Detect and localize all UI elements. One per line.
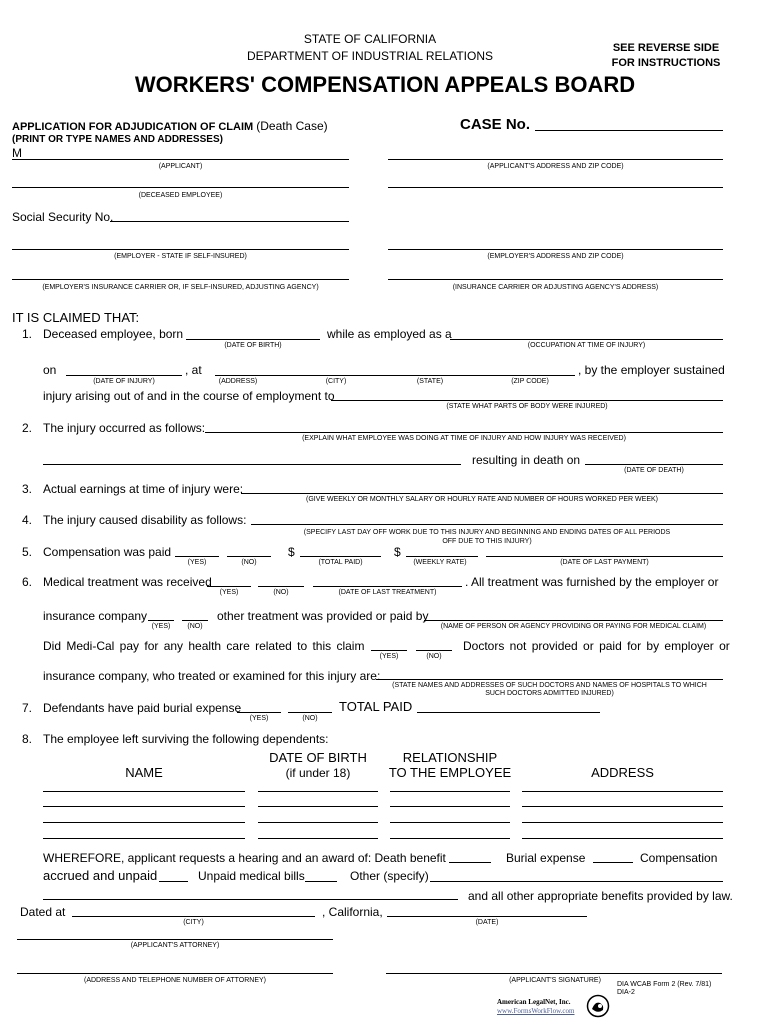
claim-3-text: Actual earnings at time of injury were:: [43, 482, 244, 496]
employer-caption: (EMPLOYER - STATE IF SELF-INSURED): [114, 253, 247, 260]
dependent-1-address[interactable]: [522, 791, 723, 792]
date-of-death-caption: (DATE OF DEATH): [624, 467, 684, 474]
claim-1-on: on: [43, 363, 57, 377]
body-parts-caption: (STATE WHAT PARTS OF BODY WERE INJURED): [446, 403, 608, 410]
attorney-caption: (APPLICANT'S ATTORNEY): [130, 942, 220, 949]
treatment-no-caption: (NO): [273, 589, 289, 596]
medical-no-caption: (NO): [426, 653, 442, 660]
burial-no-field[interactable]: [288, 712, 332, 713]
applicant-caption: (APPLICANT): [158, 163, 203, 170]
last-payment-field[interactable]: [486, 556, 723, 557]
burial-expense-label: Burial expense: [506, 851, 586, 865]
print-note: (PRINT OR TYPE NAMES AND ADDRESSES): [12, 134, 223, 145]
case-no-field[interactable]: [535, 130, 723, 131]
attorney-address-field[interactable]: [17, 973, 333, 974]
dated-at-label: Dated at: [20, 905, 66, 919]
dependents-address-header: ADDRESS: [591, 765, 654, 780]
claim-4-number: 4.: [22, 513, 33, 527]
dependent-3-name[interactable]: [43, 822, 245, 823]
claim-1-sustained: , by the employer sustained: [578, 363, 725, 377]
state-caption: (STATE): [416, 378, 444, 385]
case-no-label: CASE No.: [460, 116, 531, 133]
claim-6-insurance: insurance company: [43, 609, 148, 623]
paid-by-field[interactable]: [424, 620, 723, 621]
address-caption: (ADDRESS): [218, 378, 258, 385]
all-other-benefits: and all other appropriate benefits provided by law.: [468, 889, 733, 903]
death-case-label: (Death Case): [256, 119, 328, 133]
insurance-no-caption: (NO): [187, 623, 203, 630]
weekly-rate-caption: (WEEKLY RATE): [413, 559, 467, 566]
attorney-address-caption: (ADDRESS AND TELEPHONE NUMBER OF ATTORNEY): [83, 977, 267, 984]
dated-date-field[interactable]: [387, 916, 587, 917]
total-paid-caption: (TOTAL PAID): [318, 559, 363, 566]
dependents-rel-header: RELATIONSHIP: [402, 750, 498, 765]
employer-address-caption: (EMPLOYER'S ADDRESS AND ZIP CODE): [487, 253, 624, 260]
comp-paid-no-field[interactable]: [227, 556, 271, 557]
comp-no-caption: (NO): [241, 559, 257, 566]
insurance-address-field[interactable]: [388, 279, 723, 280]
claim-3-number: 3.: [22, 482, 33, 496]
medical-no-field[interactable]: [416, 650, 452, 651]
insurance-yes-field[interactable]: [148, 620, 174, 621]
compensation-label: Compensation: [640, 851, 718, 865]
injury-description-field[interactable]: [205, 432, 723, 433]
form-id-line2: DIA-2: [617, 989, 635, 996]
doctors-caption-2: SUCH DOCTORS ADMITTED INJURED): [485, 690, 614, 697]
dependent-4-name[interactable]: [43, 838, 245, 839]
dependent-3-dob[interactable]: [258, 822, 378, 823]
claim-6-doctors: Doctors not provided or paid for by employer or: [463, 639, 730, 653]
burial-yes-caption: (YES): [249, 715, 269, 722]
date-of-birth-field[interactable]: [186, 339, 320, 340]
publisher-url[interactable]: www.FormsWorkFlow.com: [497, 1007, 575, 1015]
dependents-dob-subheader: (if under 18): [285, 766, 351, 780]
medical-yes-field[interactable]: [371, 650, 407, 651]
state-heading: STATE OF CALIFORNIA: [303, 32, 437, 46]
dated-city-caption: (CITY): [183, 919, 204, 926]
body-parts-field[interactable]: [331, 400, 723, 401]
claim-7-text: Defendants have paid burial expense: [43, 701, 242, 715]
dependent-4-relationship[interactable]: [390, 838, 510, 839]
other-specify-field-2[interactable]: [43, 899, 458, 900]
accrued-field[interactable]: [159, 881, 188, 882]
attorney-field[interactable]: [17, 939, 333, 940]
dependent-1-name[interactable]: [43, 791, 245, 792]
burial-no-caption: (NO): [302, 715, 318, 722]
earnings-caption: (GIVE WEEKLY OR MONTHLY SALARY OR HOURLY RATE AND NUMBER OF HOURS WORKED PER WEEK): [305, 496, 658, 503]
city-caption: (CITY): [325, 378, 347, 385]
application-title-text: APPLICATION FOR ADJUDICATION OF CLAIM: [12, 121, 254, 133]
claim-6-number: 6.: [22, 575, 33, 589]
treatment-no-field[interactable]: [258, 586, 304, 587]
california-label: , California,: [322, 905, 383, 919]
employer-address-field[interactable]: [388, 249, 723, 250]
date-of-injury-field[interactable]: [66, 375, 182, 376]
burial-total-field[interactable]: [417, 712, 600, 713]
injury-description-field-2[interactable]: [43, 464, 461, 465]
applicant-signature-field[interactable]: [386, 973, 722, 974]
claim-2-death: resulting in death on: [472, 453, 581, 467]
unpaid-medical-label: Unpaid medical bills: [198, 869, 305, 883]
deceased-employee-field[interactable]: [12, 187, 349, 188]
ssn-field[interactable]: [110, 221, 349, 222]
claim-6-other: other treatment was provided or paid by: [217, 609, 429, 623]
insurance-yes-caption: (YES): [151, 623, 171, 630]
applicant-value: M: [12, 146, 22, 160]
claim-4-text: The injury caused disability as follows:: [43, 513, 247, 527]
applicant-address-field[interactable]: [388, 159, 723, 160]
claim-7-total: TOTAL PAID: [339, 699, 413, 714]
deceased-caption: (DECEASED EMPLOYEE): [138, 192, 223, 199]
applicant-signature-caption: (APPLICANT'S SIGNATURE): [509, 977, 601, 984]
dependent-1-dob[interactable]: [258, 791, 378, 792]
injury-description-caption: (EXPLAIN WHAT EMPLOYEE WAS DOING AT TIME OF INJURY AND HOW INJURY WAS RECEIVED): [302, 435, 626, 442]
claim-8-number: 8.: [22, 732, 33, 746]
claim-1-while: while as employed as a: [327, 327, 452, 341]
insurance-no-field[interactable]: [182, 620, 208, 621]
occupation-field[interactable]: [450, 339, 723, 340]
claim-7-number: 7.: [22, 701, 33, 715]
dependent-2-dob[interactable]: [258, 806, 378, 807]
injury-address-field[interactable]: [215, 375, 575, 376]
disability-caption-1: (SPECIFY LAST DAY OFF WORK DUE TO THIS INJURY AND BEGINNING AND ENDING DATES OF ALL PERIODS: [303, 529, 671, 536]
occupation-caption: (OCCUPATION AT TIME OF INJURY): [527, 342, 646, 349]
burial-expense-field[interactable]: [593, 862, 633, 863]
claim-5-number: 5.: [22, 545, 33, 559]
see-reverse-line1: SEE REVERSE SIDE: [612, 42, 720, 54]
claim-5-text: Compensation was paid: [43, 545, 172, 559]
earnings-field[interactable]: [241, 493, 723, 494]
paid-by-caption: (NAME OF PERSON OR AGENCY PROVIDING OR PAYING FOR MEDICAL CLAIM): [440, 623, 707, 630]
see-reverse-line2: FOR INSTRUCTIONS: [611, 57, 721, 69]
department-heading: DEPARTMENT OF INDUSTRIAL RELATIONS: [246, 49, 494, 63]
dob-caption: (DATE OF BIRTH): [224, 342, 282, 349]
dependent-3-address[interactable]: [522, 822, 723, 823]
wherefore-line: WHEREFORE, applicant requests a hearing and an award of: Death benefit: [43, 851, 446, 865]
dependent-2-address[interactable]: [522, 806, 723, 807]
doctors-field[interactable]: [376, 679, 723, 680]
dated-city-field[interactable]: [72, 916, 315, 917]
publisher-logo-icon: [586, 994, 610, 1018]
treatment-yes-caption: (YES): [219, 589, 239, 596]
claim-6-medical: Did Medi-Cal pay for any health care related to this claim: [43, 639, 365, 653]
insurance-address-caption: (INSURANCE CARRIER OR ADJUSTING AGENCY'S ADDRESS): [452, 284, 659, 291]
date-of-death-field[interactable]: [585, 464, 723, 465]
dependent-2-name[interactable]: [43, 806, 245, 807]
dependent-4-address[interactable]: [522, 838, 723, 839]
publisher-name: American LegalNet, Inc.: [497, 998, 571, 1006]
claim-2-number: 2.: [22, 421, 33, 435]
dated-date-caption: (DATE): [475, 919, 499, 926]
dependent-3-relationship[interactable]: [390, 822, 510, 823]
claims-heading: IT IS CLAIMED THAT:: [12, 310, 140, 325]
medical-yes-caption: (YES): [379, 653, 399, 660]
last-treatment-caption: (DATE OF LAST TREATMENT): [338, 589, 437, 596]
claim-1-at: , at: [185, 363, 202, 377]
last-treatment-field[interactable]: [313, 586, 462, 587]
accrued-label: accrued and unpaid: [43, 868, 158, 883]
insurance-caption: (EMPLOYER'S INSURANCE CARRIER OR, IF SELF-INSURED, ADJUSTING AGENCY): [42, 284, 319, 291]
doctors-caption-1: (STATE NAMES AND ADDRESSES OF SUCH DOCTORS AND NAMES OF HOSPITALS TO WHICH: [392, 682, 707, 689]
claim-8-text: The employee left surviving the following dependents:: [43, 732, 329, 746]
total-paid-field[interactable]: [300, 556, 381, 557]
board-title: WORKERS' COMPENSATION APPEALS BOARD: [134, 72, 636, 97]
dependents-name-header: NAME: [125, 765, 163, 780]
claim-1-arising: injury arising out of and in the course of employment to: [43, 389, 335, 403]
death-benefit-field[interactable]: [449, 862, 491, 863]
comp-yes-caption: (YES): [187, 559, 207, 566]
ssn-label: Social Security No.: [12, 210, 114, 224]
employer-field[interactable]: [12, 249, 349, 250]
unpaid-medical-field[interactable]: [305, 881, 337, 882]
dependent-1-relationship[interactable]: [390, 791, 510, 792]
applicant-field[interactable]: [12, 159, 349, 160]
application-title: [12, 119, 328, 133]
burial-yes-field[interactable]: [237, 712, 281, 713]
dependents-rel-subheader: TO THE EMPLOYEE: [388, 765, 512, 780]
dollar-sign-1: $: [288, 545, 295, 559]
weekly-rate-field[interactable]: [406, 556, 478, 557]
other-specify-label: Other (specify): [350, 869, 429, 883]
claim-6-furnished: . All treatment was furnished by the employer or: [465, 575, 719, 589]
form-id-line1: DIA WCAB Form 2 (Rev. 7/81): [617, 981, 712, 988]
last-payment-caption: (DATE OF LAST PAYMENT): [560, 559, 649, 566]
claim-1-text: Deceased employee, born: [43, 327, 184, 341]
zip-caption: (ZIP CODE): [511, 378, 549, 385]
claim-1-number: 1.: [22, 327, 33, 341]
claim-6-insurance-2: insurance company, who treated or examined for this injury are:: [43, 669, 381, 683]
insurance-field[interactable]: [12, 279, 349, 280]
dependent-4-dob[interactable]: [258, 838, 378, 839]
disability-caption-2: OFF DUE TO THIS INJURY): [442, 538, 532, 545]
claim-6-text: Medical treatment was received: [43, 575, 212, 589]
date-of-injury-caption: (DATE OF INJURY): [93, 378, 155, 385]
disability-field[interactable]: [251, 524, 723, 525]
dollar-sign-2: $: [394, 545, 401, 559]
comp-paid-yes-field[interactable]: [175, 556, 219, 557]
applicant-address-field-2[interactable]: [388, 187, 723, 188]
applicant-address-caption: (APPLICANT'S ADDRESS AND ZIP CODE): [487, 163, 624, 170]
dependents-dob-header: DATE OF BIRTH: [269, 750, 367, 765]
treatment-yes-field[interactable]: [207, 586, 251, 587]
claim-2-text: The injury occurred as follows:: [43, 421, 206, 435]
dependent-2-relationship[interactable]: [390, 806, 510, 807]
other-specify-field[interactable]: [430, 881, 723, 882]
